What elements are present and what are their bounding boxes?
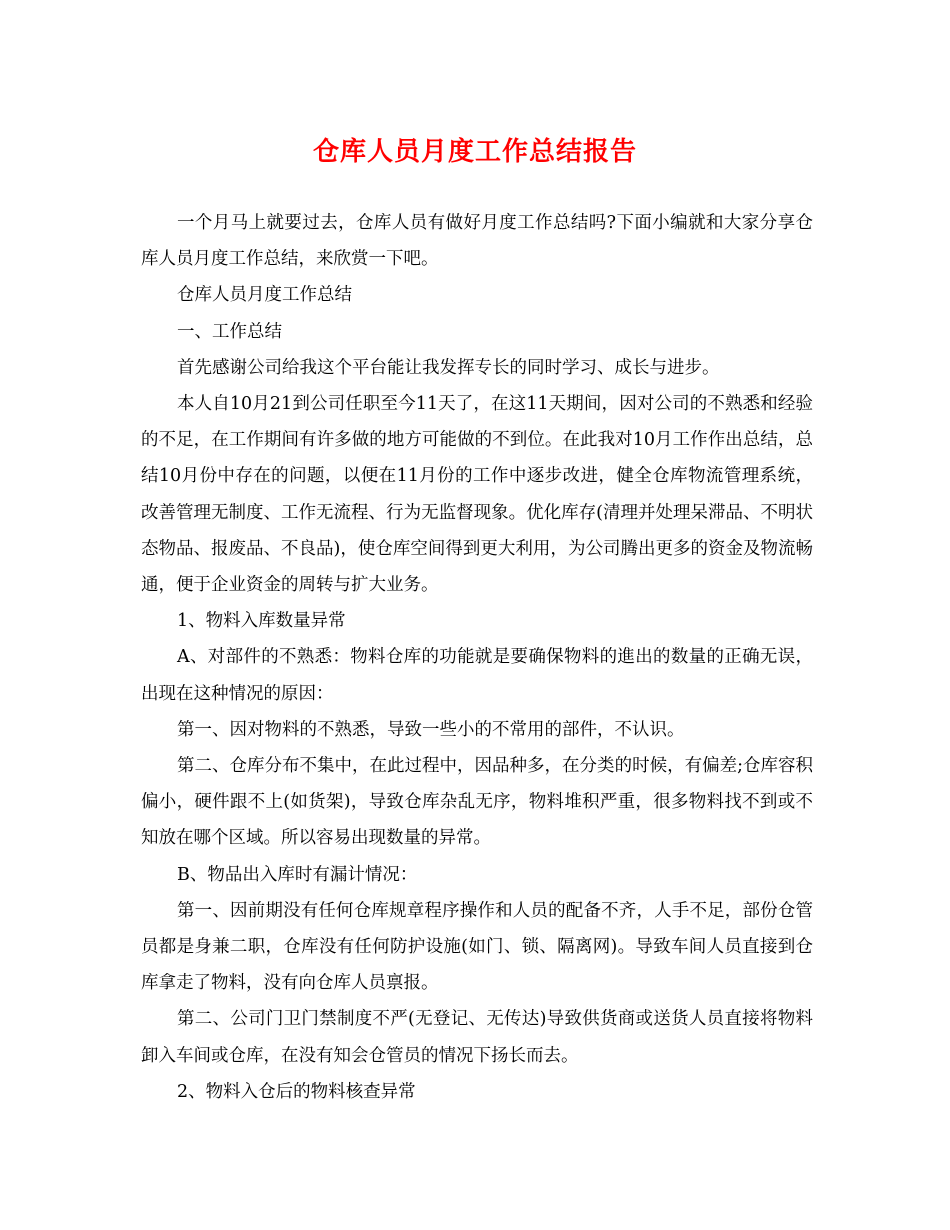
paragraph-intro: 一个月马上就要过去，仓库人员有做好月度工作总结吗?下面小编就和大家分享仓库人员月度工作总结，来欣赏一下吧。: [141, 213, 813, 270]
paragraph-b-second: 第二、公司门卫门禁制度不严(无登记、无传达)导致供货商或送货人员直接将物料卸入车间或仓库，在没有知会仓管员的情况下扬长而去。: [141, 1009, 813, 1066]
paragraph-point-a: A、对部件的不熟悉：物料仓库的功能就是要确保物料的進出的数量的正确无误，出现在这种情况的原因：: [141, 647, 813, 704]
paragraph-a-second: 第二、仓库分布不集中，在此过程中，因品种多，在分类的时候，有偏差;仓库容积偏小，硬件跟不上(如货架)，导致仓库杂乱无序，物料堆积严重，很多物料找不到或不知放在哪个区域。所以容易出现数量的异常。: [141, 756, 813, 849]
section-heading-work-summary: 一、工作总结: [177, 321, 282, 342]
item-heading-inbound-quantity: 1、物料入库数量异常: [177, 611, 346, 632]
document-title: 仓库人员月度工作总结报告: [312, 137, 637, 167]
paragraph-subtitle: 仓库人员月度工作总结: [177, 285, 352, 306]
paragraph-point-b: B、物品出入库时有漏计情况：: [177, 864, 418, 885]
paragraph-thanks: 首先感谢公司给我这个平台能让我发挥专长的同时学习、成长与进步。: [177, 357, 720, 378]
document-body: [141, 205, 813, 1110]
item-heading-inventory-check: 2、物料入仓后的物料核查异常: [177, 1081, 416, 1102]
paragraph-a-first: 第一、因对物料的不熟悉，导致一些小的不常用的部件，不认识。: [177, 719, 685, 740]
paragraph-overview: 本人自10月21到公司任职至今11天了，在这11天期间，因对公司的不熟悉和经验的不足，在工作期间有许多做的地方可能做的不到位。在此我对10月工作作出总结，总结10月份中存在的问题，以便在11月份的工作中逐步改进，健全仓库物流管理系统，改善管理无制度、工作无流程、行为无监督现象。优化库存(清理并处理呆滞品、不明状态物品、报废品、不良品)，使仓库空间得到更大利用，为公司腾出更多的资金及物流畅通，便于企业资金的周转与扩大业务。: [141, 394, 813, 596]
paragraph-b-first: 第一、因前期没有任何仓库规章程序操作和人员的配备不齐，人手不足，部份仓管员都是身兼二职，仓库没有任何防护设施(如门、锁、隔离网)。导致车间人员直接到仓库拿走了物料，没有向仓库人员禀报。: [141, 900, 813, 994]
